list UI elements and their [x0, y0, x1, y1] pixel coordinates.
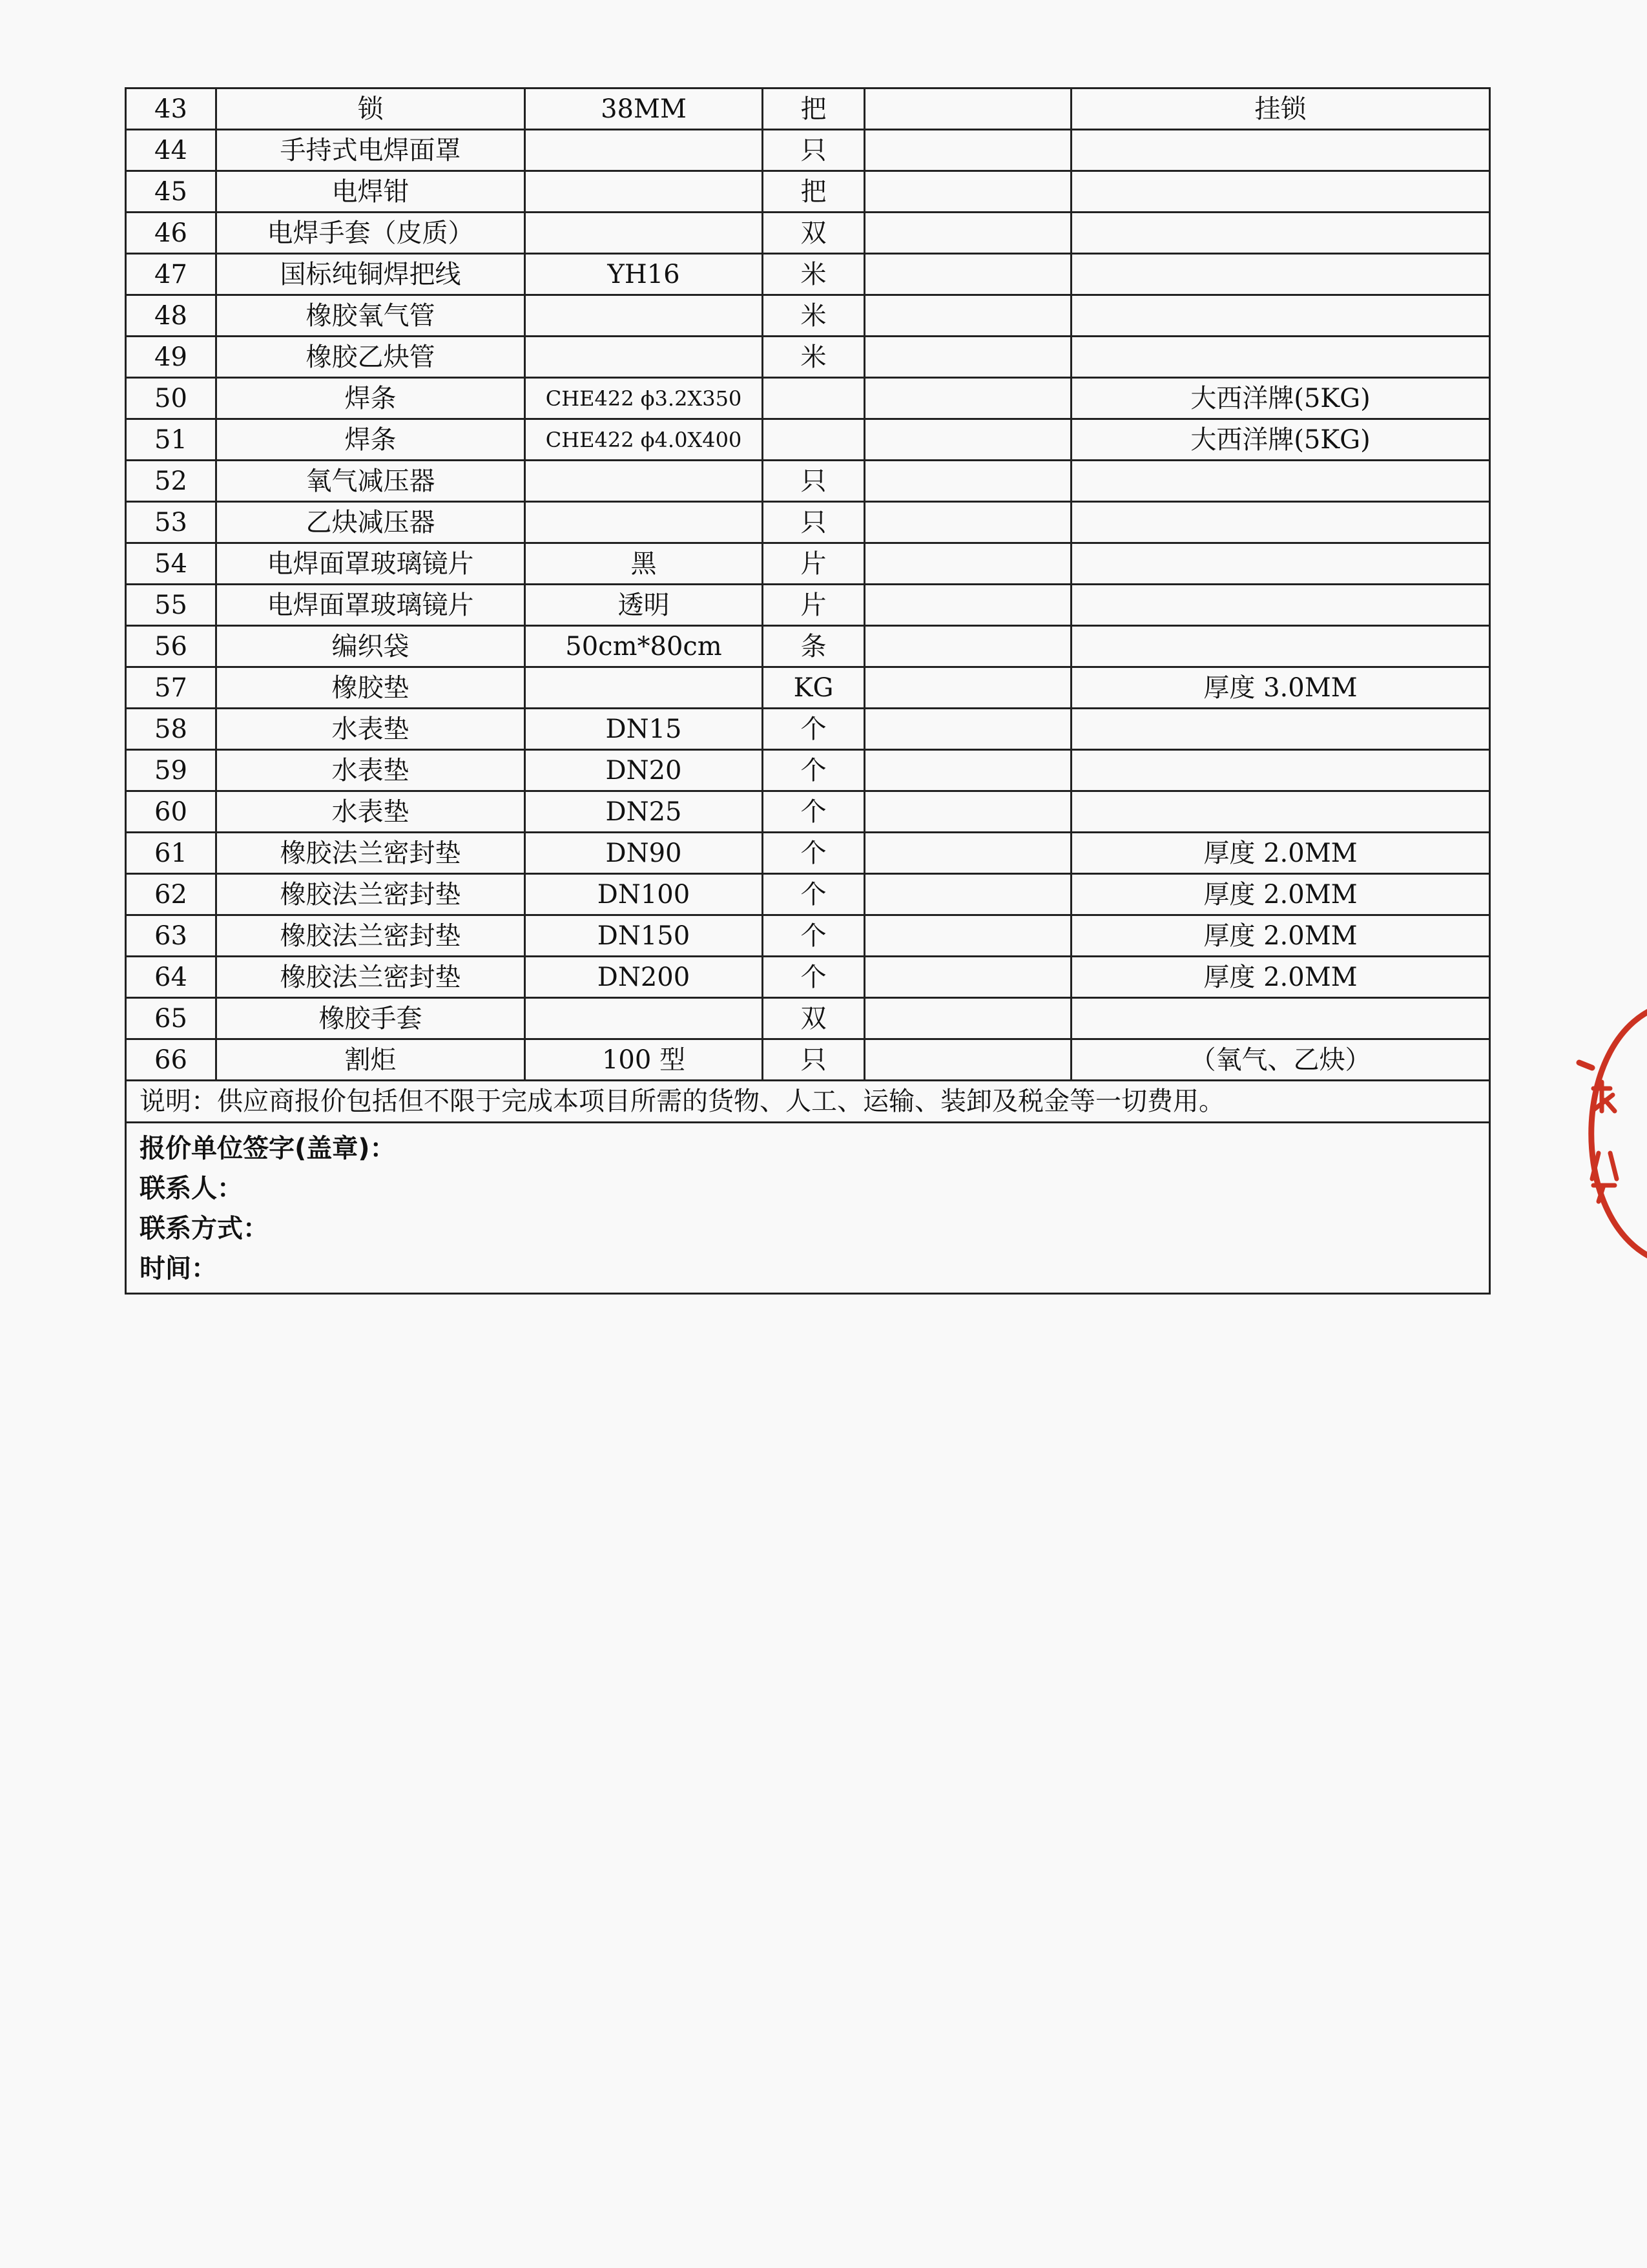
item-unit-cell: 片	[763, 585, 865, 626]
item-remark-cell	[1072, 543, 1490, 585]
item-price-cell	[865, 337, 1072, 378]
item-name-cell: 电焊钳	[216, 171, 525, 213]
table-row	[126, 667, 1490, 709]
item-remark-cell	[1072, 626, 1490, 667]
item-name-cell: 水表垫	[216, 791, 525, 833]
item-number-cell: 55	[126, 585, 216, 626]
table-row	[126, 213, 1490, 254]
item-unit-cell: 米	[763, 295, 865, 337]
item-remark-cell: 大西洋牌(5KG)	[1072, 419, 1490, 461]
item-unit-cell: 只	[763, 461, 865, 502]
item-spec-cell: 100 型	[525, 1039, 763, 1081]
item-remark-cell: 厚度 2.0MM	[1072, 957, 1490, 998]
contact-method-label: 联系方式：	[140, 1214, 269, 1243]
item-remark-cell	[1072, 709, 1490, 750]
item-unit-cell: 个	[763, 833, 865, 874]
item-spec-cell	[525, 295, 763, 337]
item-unit-cell: 只	[763, 1039, 865, 1081]
item-name-cell: 水表垫	[216, 750, 525, 791]
item-remark-cell	[1072, 213, 1490, 254]
item-spec-cell: DN150	[525, 915, 763, 957]
item-number-cell: 66	[126, 1039, 216, 1081]
table-row	[126, 502, 1490, 543]
item-number-cell: 63	[126, 915, 216, 957]
item-spec-cell: YH16	[525, 254, 763, 295]
item-price-cell	[865, 171, 1072, 213]
item-remark-cell: 厚度 3.0MM	[1072, 667, 1490, 709]
seal-glyph-stroke	[1592, 1153, 1617, 1202]
item-number-cell: 50	[126, 378, 216, 419]
item-name-cell: 电焊面罩玻璃镜片	[216, 585, 525, 626]
item-remark-cell	[1072, 295, 1490, 337]
item-spec-cell: 50cm*80cm	[525, 626, 763, 667]
item-name-cell: 橡胶垫	[216, 667, 525, 709]
item-spec-cell: 透明	[525, 585, 763, 626]
item-name-cell: 水表垫	[216, 709, 525, 750]
item-number-cell: 48	[126, 295, 216, 337]
table-row	[126, 337, 1490, 378]
item-number-cell: 57	[126, 667, 216, 709]
item-number-cell: 65	[126, 998, 216, 1039]
table-row	[126, 130, 1490, 171]
item-remark-cell	[1072, 750, 1490, 791]
item-price-cell	[865, 998, 1072, 1039]
table-row	[126, 543, 1490, 585]
item-remark-cell: 厚度 2.0MM	[1072, 874, 1490, 915]
item-number-cell: 44	[126, 130, 216, 171]
table-row	[126, 378, 1490, 419]
item-spec-cell	[525, 667, 763, 709]
item-spec-cell	[525, 502, 763, 543]
table-row	[126, 998, 1490, 1039]
table-row	[126, 791, 1490, 833]
item-price-cell	[865, 833, 1072, 874]
item-number-cell: 58	[126, 709, 216, 750]
item-remark-cell	[1072, 254, 1490, 295]
item-name-cell: 焊条	[216, 378, 525, 419]
item-price-cell	[865, 957, 1072, 998]
item-unit-cell: 只	[763, 130, 865, 171]
red-seal-stamp	[1553, 992, 1647, 1276]
item-name-cell: 橡胶法兰密封垫	[216, 915, 525, 957]
item-name-cell: 国标纯铜焊把线	[216, 254, 525, 295]
item-number-cell: 59	[126, 750, 216, 791]
item-number-cell: 43	[126, 88, 216, 130]
item-unit-cell: 个	[763, 750, 865, 791]
table-row	[126, 874, 1490, 915]
item-name-cell: 锁	[216, 88, 525, 130]
item-price-cell	[865, 709, 1072, 750]
item-number-cell: 54	[126, 543, 216, 585]
table-body	[126, 88, 1490, 1081]
item-unit-cell: 片	[763, 543, 865, 585]
item-spec-cell: CHE422 ϕ4.0X400	[525, 419, 763, 461]
item-remark-cell	[1072, 502, 1490, 543]
item-remark-cell: 挂锁	[1072, 88, 1490, 130]
item-number-cell: 62	[126, 874, 216, 915]
item-spec-cell: DN100	[525, 874, 763, 915]
item-spec-cell	[525, 461, 763, 502]
item-price-cell	[865, 626, 1072, 667]
item-spec-cell: DN15	[525, 709, 763, 750]
item-spec-cell: DN200	[525, 957, 763, 998]
item-unit-cell	[763, 419, 865, 461]
item-unit-cell: KG	[763, 667, 865, 709]
item-name-cell: 橡胶法兰密封垫	[216, 874, 525, 915]
item-remark-cell: 厚度 2.0MM	[1072, 915, 1490, 957]
item-remark-cell	[1072, 461, 1490, 502]
item-number-cell: 47	[126, 254, 216, 295]
item-unit-cell: 米	[763, 337, 865, 378]
item-spec-cell: DN90	[525, 833, 763, 874]
table-row	[126, 254, 1490, 295]
seal-glyph-stroke	[1592, 1082, 1615, 1111]
item-remark-cell	[1072, 585, 1490, 626]
seal-ring-inner-mark	[1579, 1063, 1592, 1068]
item-price-cell	[865, 667, 1072, 709]
quotation-table	[125, 87, 1491, 1295]
item-remark-cell: （氧气、乙炔）	[1072, 1039, 1490, 1081]
item-price-cell	[865, 750, 1072, 791]
item-remark-cell	[1072, 998, 1490, 1039]
note-text: 说明：供应商报价包括但不限于完成本项目所需的货物、人工、运输、装卸及税金等一切费用。	[126, 1081, 1490, 1123]
item-unit-cell: 个	[763, 874, 865, 915]
seal-ring	[1591, 1004, 1647, 1263]
item-number-cell: 52	[126, 461, 216, 502]
item-number-cell: 64	[126, 957, 216, 998]
item-remark-cell	[1072, 171, 1490, 213]
item-price-cell	[865, 295, 1072, 337]
item-unit-cell: 条	[763, 626, 865, 667]
item-unit-cell: 只	[763, 502, 865, 543]
item-number-cell: 51	[126, 419, 216, 461]
item-spec-cell	[525, 213, 763, 254]
item-price-cell	[865, 130, 1072, 171]
item-unit-cell: 把	[763, 171, 865, 213]
item-price-cell	[865, 502, 1072, 543]
item-number-cell: 60	[126, 791, 216, 833]
item-name-cell: 乙炔减压器	[216, 502, 525, 543]
item-price-cell	[865, 378, 1072, 419]
item-spec-cell	[525, 337, 763, 378]
item-remark-cell	[1072, 791, 1490, 833]
signature-block	[126, 1123, 1490, 1294]
item-price-cell	[865, 791, 1072, 833]
item-name-cell: 电焊手套（皮质）	[216, 213, 525, 254]
item-price-cell	[865, 543, 1072, 585]
item-price-cell	[865, 585, 1072, 626]
item-name-cell: 橡胶法兰密封垫	[216, 833, 525, 874]
table-row	[126, 750, 1490, 791]
item-remark-cell	[1072, 337, 1490, 378]
item-spec-cell: 黑	[525, 543, 763, 585]
item-unit-cell: 个	[763, 709, 865, 750]
item-unit-cell: 个	[763, 791, 865, 833]
table-footer	[126, 1081, 1490, 1294]
table-row	[126, 171, 1490, 213]
item-number-cell: 61	[126, 833, 216, 874]
item-remark-cell: 厚度 2.0MM	[1072, 833, 1490, 874]
item-name-cell: 橡胶氧气管	[216, 295, 525, 337]
item-number-cell: 53	[126, 502, 216, 543]
item-unit-cell: 个	[763, 915, 865, 957]
item-spec-cell	[525, 998, 763, 1039]
item-unit-cell: 双	[763, 998, 865, 1039]
table-row	[126, 626, 1490, 667]
item-spec-cell	[525, 130, 763, 171]
time-label: 时间：	[140, 1254, 217, 1284]
item-name-cell: 橡胶法兰密封垫	[216, 957, 525, 998]
item-spec-cell: 38MM	[525, 88, 763, 130]
item-price-cell	[865, 461, 1072, 502]
item-unit-cell: 双	[763, 213, 865, 254]
table-row	[126, 585, 1490, 626]
item-price-cell	[865, 915, 1072, 957]
item-unit-cell: 把	[763, 88, 865, 130]
item-name-cell: 割炬	[216, 1039, 525, 1081]
item-name-cell: 编织袋	[216, 626, 525, 667]
table-row	[126, 295, 1490, 337]
item-name-cell: 手持式电焊面罩	[216, 130, 525, 171]
item-price-cell	[865, 213, 1072, 254]
item-price-cell	[865, 88, 1072, 130]
item-price-cell	[865, 419, 1072, 461]
item-number-cell: 46	[126, 213, 216, 254]
item-number-cell: 49	[126, 337, 216, 378]
item-spec-cell: DN20	[525, 750, 763, 791]
contact-person-label: 联系人：	[140, 1174, 243, 1203]
item-unit-cell: 米	[763, 254, 865, 295]
item-unit-cell	[763, 378, 865, 419]
item-price-cell	[865, 254, 1072, 295]
item-name-cell: 焊条	[216, 419, 525, 461]
table-row	[126, 915, 1490, 957]
table-row	[126, 88, 1490, 130]
table-row	[126, 419, 1490, 461]
table-row	[126, 461, 1490, 502]
item-price-cell	[865, 874, 1072, 915]
item-remark-cell: 大西洋牌(5KG)	[1072, 378, 1490, 419]
item-name-cell: 氧气减压器	[216, 461, 525, 502]
item-spec-cell: CHE422 ϕ3.2X350	[525, 378, 763, 419]
table-row	[126, 957, 1490, 998]
item-spec-cell	[525, 171, 763, 213]
signature-block-row	[126, 1123, 1490, 1294]
signature-label: 报价单位签字(盖章)：	[140, 1134, 396, 1163]
item-number-cell: 45	[126, 171, 216, 213]
item-number-cell: 56	[126, 626, 216, 667]
item-spec-cell: DN25	[525, 791, 763, 833]
note-row	[126, 1081, 1490, 1123]
item-name-cell: 橡胶乙炔管	[216, 337, 525, 378]
item-remark-cell	[1072, 130, 1490, 171]
table-row	[126, 709, 1490, 750]
item-name-cell: 电焊面罩玻璃镜片	[216, 543, 525, 585]
item-price-cell	[865, 1039, 1072, 1081]
item-unit-cell: 个	[763, 957, 865, 998]
table-row	[126, 1039, 1490, 1081]
item-name-cell: 橡胶手套	[216, 998, 525, 1039]
table-row	[126, 833, 1490, 874]
